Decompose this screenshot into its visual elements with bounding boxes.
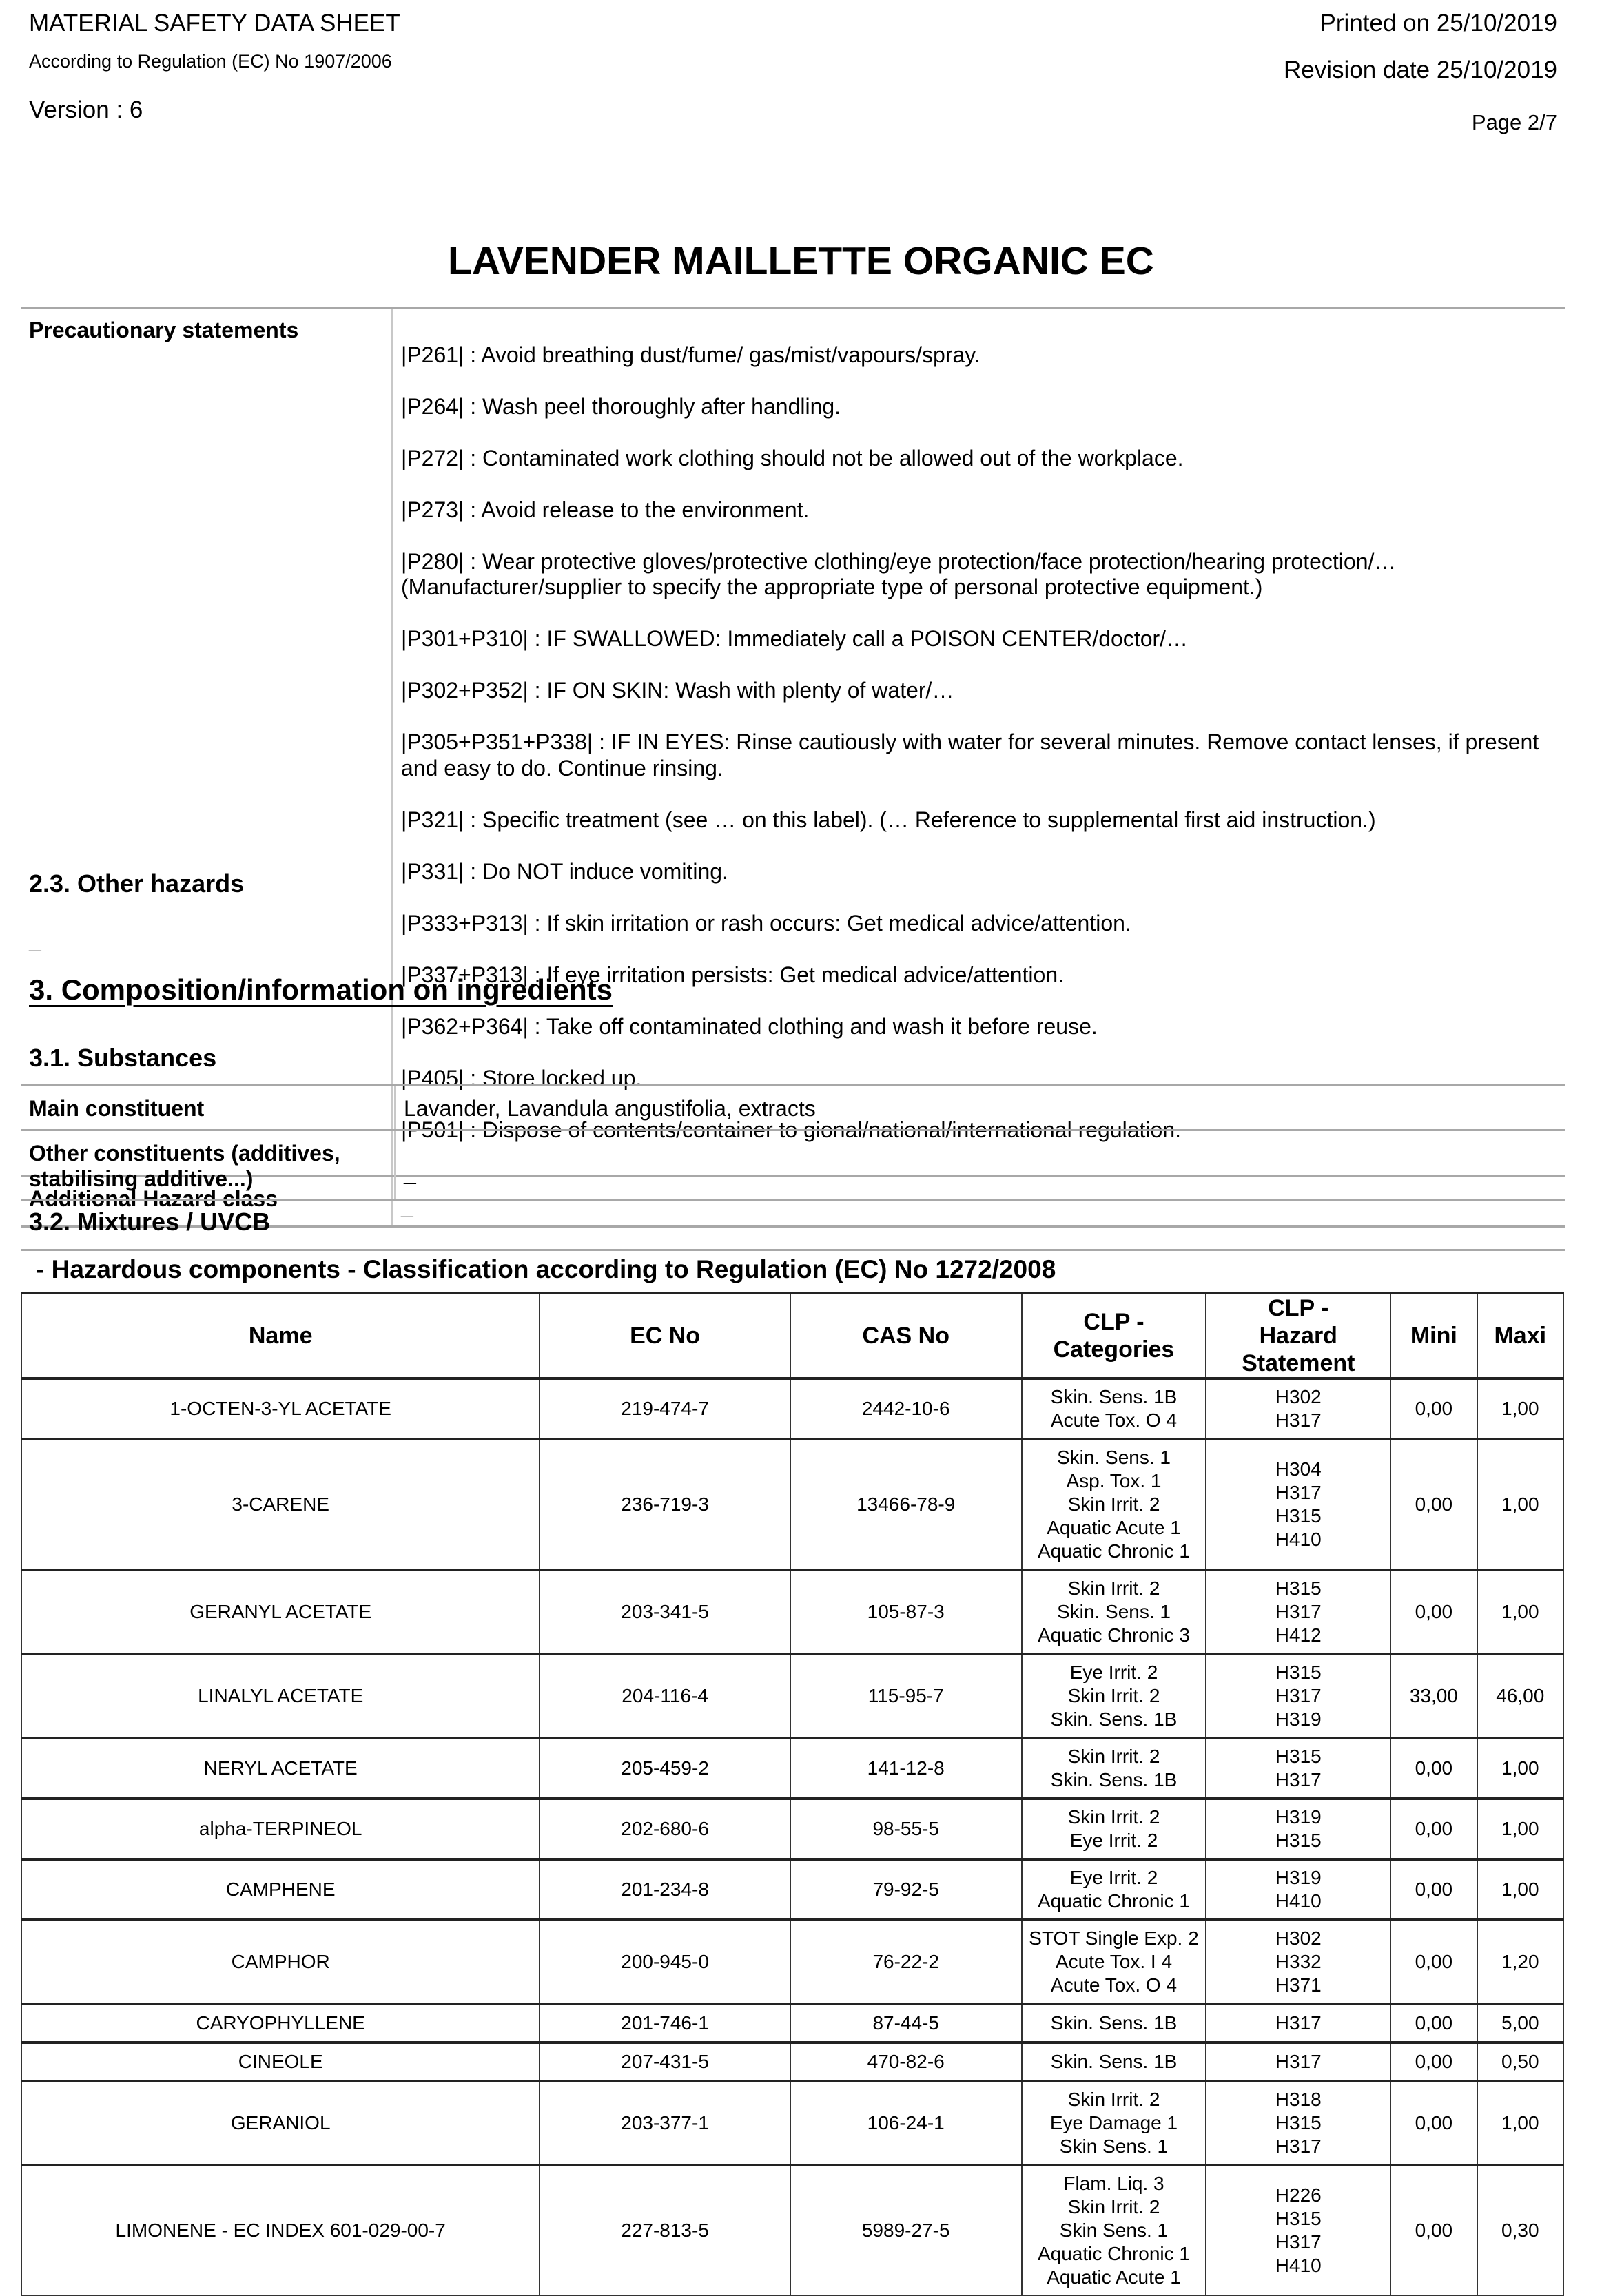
clp-hazard-statements-line: H317 — [1275, 1409, 1322, 1431]
maxi-value: 1,00 — [1477, 2081, 1563, 2165]
component-name: CAMPHOR — [21, 1920, 540, 2004]
clp-hazard-statements-line: H319 — [1275, 1867, 1322, 1888]
clp-categories-line: Skin Irrit. 2 — [1067, 1806, 1160, 1828]
component-name: CARYOPHYLLENE — [21, 2004, 540, 2042]
maxi-value: 0,50 — [1477, 2042, 1563, 2081]
regulation-reference: According to Regulation (EC) No 1907/2006 — [29, 51, 392, 72]
maxi-value: 5,00 — [1477, 2004, 1563, 2042]
table-row — [21, 1378, 1563, 1439]
ec-number: 202-680-6 — [540, 1799, 790, 1859]
statement: |P405| : Store locked up. — [401, 1065, 642, 1090]
maxi-value: 1,00 — [1477, 1859, 1563, 1920]
statement: |P301+P310| : IF SWALLOWED: Immediately call a POISON CENTER/doctor/… — [401, 626, 1189, 651]
clp-categories — [1022, 1570, 1206, 1654]
cas-number: 2442-10-6 — [790, 1378, 1022, 1439]
table-row — [21, 1570, 1563, 1654]
statement: |P261| : Avoid breathing dust/fume/ gas/mist/vapours/spray. — [401, 342, 980, 367]
clp-categories-line: Skin. Sens. 1B — [1050, 2012, 1178, 2034]
clp-categories-line: STOT Single Exp. 2 — [1029, 1927, 1199, 1949]
clp-hazard-statements-line: H317 — [1275, 1685, 1322, 1706]
clp-hazard-statements-line: H317 — [1275, 2231, 1322, 2253]
clp-categories-line: Eye Irrit. 2 — [1069, 1867, 1158, 1888]
clp-hazard-statements-line: H315 — [1275, 2208, 1322, 2229]
statement: |P264| : Wash peel thoroughly after handling. — [401, 393, 841, 419]
table-row — [21, 2004, 1563, 2042]
clp-categories — [1022, 1799, 1206, 1859]
ec-number: 200-945-0 — [540, 1920, 790, 2004]
clp-hazard-statements — [1206, 2004, 1390, 2042]
main-constituent-label: Main constituent — [21, 1086, 395, 1130]
statement: |P321| : Specific treatment (see … on this label). (… Reference to supplemental first aid instruction.) — [401, 807, 1376, 832]
clp-hazard-statements-line: H332 — [1275, 1951, 1322, 1972]
other-constituents-value: _ — [404, 1161, 416, 1186]
clp-hazard-statements — [1206, 1738, 1390, 1799]
clp-hazard-statements-line: H304 — [1275, 1458, 1322, 1480]
ec-number: 201-234-8 — [540, 1859, 790, 1920]
clp-categories-line: Skin. Sens. 1B — [1050, 1769, 1178, 1790]
clp-hazard-statements-line: H319 — [1275, 1708, 1322, 1730]
statement: |P305+P351+P338| : IF IN EYES: Rinse cautiously with water for several minutes. Remove contact lenses, if present and easy to do. Continue rinsing. — [401, 730, 1539, 780]
clp-categories-line: Flam. Liq. 3 — [1063, 2173, 1164, 2194]
clp-categories-line: Eye Irrit. 2 — [1069, 1830, 1158, 1851]
statement: |P362+P364| : Take off contaminated clothing and wash it before reuse. — [401, 1013, 1098, 1039]
clp-hazard-statements-line: H319 — [1275, 1806, 1322, 1828]
col-header-name: Name — [21, 1293, 540, 1378]
col-header-ec-no: EC No — [540, 1293, 790, 1378]
additional-hazard-value: _ — [401, 1194, 413, 1219]
clp-categories-line: Skin. Sens. 1 — [1056, 1447, 1171, 1468]
other-constituents-label: Other constituents (additives, stabilising additive...) — [21, 1130, 395, 1200]
component-name: GERANYL ACETATE — [21, 1570, 540, 1654]
clp-categories-line: Acute Tox. O 4 — [1050, 1974, 1178, 1996]
clp-categories-line: Skin Irrit. 2 — [1067, 2089, 1160, 2110]
component-name: CINEOLE — [21, 2042, 540, 2081]
clp-categories — [1022, 1378, 1206, 1439]
page-number: Page 2/7 — [1471, 110, 1557, 134]
table-row — [21, 1738, 1563, 1799]
clp-hazard-statements-line: H317 — [1275, 1482, 1322, 1503]
cas-number: 105-87-3 — [790, 1570, 1022, 1654]
clp-categories-line: Aquatic Chronic 1 — [1037, 1540, 1190, 1562]
statement: |P501| : Dispose of contents/container to gional/national/international regulation. — [401, 1117, 1182, 1142]
mini-value: 0,00 — [1390, 1799, 1477, 1859]
clp-hazard-statements — [1206, 1654, 1390, 1738]
clp-categories-line: Asp. Tox. 1 — [1066, 1470, 1162, 1491]
clp-categories-line: Aquatic Acute 1 — [1047, 2266, 1181, 2288]
clp-categories — [1022, 1439, 1206, 1570]
clp-hazard-statements-line: H410 — [1275, 1890, 1322, 1912]
ec-number: 227-813-5 — [540, 2165, 790, 2295]
col-header-cas-no: CAS No — [790, 1293, 1022, 1378]
mini-value: 0,00 — [1390, 1570, 1477, 1654]
table-row — [21, 2165, 1563, 2295]
section-3-1-title: 3.1. Substances — [29, 1044, 217, 1072]
clp-categories-line: Acute Tox. I 4 — [1055, 1951, 1173, 1972]
maxi-value: 1,00 — [1477, 1799, 1563, 1859]
statement: |P302+P352| : IF ON SKIN: Wash with plenty of water/… — [401, 678, 954, 703]
clp-hazard-statements-line: H317 — [1275, 2135, 1322, 2157]
clp-categories-line: Skin Irrit. 2 — [1067, 1746, 1160, 1767]
statement: |P337+P313| : If eye irritation persists: Get medical advice/attention. — [401, 962, 1065, 987]
clp-hazard-statements-line: H315 — [1275, 1578, 1322, 1599]
clp-categories-line: Eye Irrit. 2 — [1069, 1662, 1158, 1683]
maxi-value: 0,30 — [1477, 2165, 1563, 2295]
component-name: LINALYL ACETATE — [21, 1654, 540, 1738]
precautionary-label: Precautionary statements — [21, 309, 392, 1176]
maxi-value: 46,00 — [1477, 1654, 1563, 1738]
clp-categories — [1022, 2081, 1206, 2165]
clp-hazard-statements — [1206, 1570, 1390, 1654]
maxi-value: 1,00 — [1477, 1439, 1563, 1570]
clp-categories-line: Skin Irrit. 2 — [1067, 2196, 1160, 2217]
section-2-3-title: 2.3. Other hazards — [29, 869, 245, 898]
clp-categories-line: Skin. Sens. 1 — [1056, 1601, 1171, 1622]
clp-categories — [1022, 2004, 1206, 2042]
clp-hazard-statements — [1206, 2165, 1390, 2295]
component-name: NERYL ACETATE — [21, 1738, 540, 1799]
col-header-maxi: Maxi — [1477, 1293, 1563, 1378]
clp-categories-line: Aquatic Chronic 3 — [1037, 1624, 1190, 1646]
ec-number: 201-746-1 — [540, 2004, 790, 2042]
mini-value: 0,00 — [1390, 2042, 1477, 2081]
cas-number: 87-44-5 — [790, 2004, 1022, 2042]
clp-hazard-statements — [1206, 1378, 1390, 1439]
clp-hazard-statements-line: H412 — [1275, 1624, 1322, 1646]
clp-hazard-statements — [1206, 2042, 1390, 2081]
clp-hazard-statements-line: H318 — [1275, 2089, 1322, 2110]
cas-number: 79-92-5 — [790, 1859, 1022, 1920]
product-title: LAVENDER MAILLETTE ORGANIC EC — [448, 239, 1154, 283]
clp-hazard-statements-line: H410 — [1275, 2255, 1322, 2276]
mini-value: 0,00 — [1390, 1378, 1477, 1439]
clp-hazard-statements-line: H317 — [1275, 2051, 1322, 2072]
component-name: 3-CARENE — [21, 1439, 540, 1570]
mini-value: 0,00 — [1390, 2081, 1477, 2165]
clp-hazard-statements-line: H315 — [1275, 1830, 1322, 1851]
cas-number: 141-12-8 — [790, 1738, 1022, 1799]
cas-number: 13466-78-9 — [790, 1439, 1022, 1570]
version: Version : 6 — [29, 96, 143, 123]
table-row — [21, 1920, 1563, 2004]
clp-categories-line: Skin Irrit. 2 — [1067, 1685, 1160, 1706]
statement: |P273| : Avoid release to the environment. — [401, 497, 810, 522]
component-name: alpha-TERPINEOL — [21, 1799, 540, 1859]
statement: |P280| : Wear protective gloves/protective clothing/eye protection/face protection/hearing protection/… (Manufacturer/supplier to specify the appropriate type of personal protective equipment.) — [401, 548, 1397, 599]
component-name: CAMPHENE — [21, 1859, 540, 1920]
clp-categories-line: Skin Irrit. 2 — [1067, 1578, 1160, 1599]
section-3-title: 3. Composition/information on ingredients — [29, 973, 613, 1006]
clp-categories-line: Skin Sens. 1 — [1059, 2135, 1169, 2157]
maxi-value: 1,00 — [1477, 1378, 1563, 1439]
hazardous-components-title: - Hazardous components - Classification according to Regulation (EC) No 1272/2008 — [36, 1255, 1056, 1283]
mini-value: 0,00 — [1390, 2165, 1477, 2295]
printed-date: Printed on 25/10/2019 — [1319, 10, 1557, 37]
table-header-row — [21, 1293, 1563, 1378]
clp-hazard-statements — [1206, 2081, 1390, 2165]
table-row — [21, 1799, 1563, 1859]
component-name: LIMONENE - EC INDEX 601-029-00-7 — [21, 2165, 540, 2295]
maxi-value: 1,20 — [1477, 1920, 1563, 2004]
mini-value: 0,00 — [1390, 1439, 1477, 1570]
section-3-2-title: 3.2. Mixtures / UVCB — [29, 1208, 271, 1236]
precautionary-statements — [392, 309, 1565, 1176]
cas-number: 5989-27-5 — [790, 2165, 1022, 2295]
clp-hazard-statements — [1206, 1439, 1390, 1570]
ec-number: 205-459-2 — [540, 1738, 790, 1799]
clp-hazard-statements-line: H315 — [1275, 1505, 1322, 1527]
ec-number: 207-431-5 — [540, 2042, 790, 2081]
clp-categories-line: Aquatic Acute 1 — [1047, 1517, 1181, 1538]
table-row — [21, 2081, 1563, 2165]
main-constituent-value: Lavander, Lavandula angustifolia, extracts — [404, 1096, 816, 1121]
maxi-value: 1,00 — [1477, 1738, 1563, 1799]
clp-categories-line: Skin Sens. 1 — [1059, 2220, 1169, 2241]
ec-number: 204-116-4 — [540, 1654, 790, 1738]
clp-hazard-statements-line: H315 — [1275, 2112, 1322, 2133]
cas-number: 76-22-2 — [790, 1920, 1022, 2004]
additional-hazard-label: Additional Hazard class — [21, 1175, 392, 1227]
clp-hazard-statements-line: H410 — [1275, 1529, 1322, 1550]
substances-table — [21, 1084, 1565, 1201]
clp-hazard-statements-line: H317 — [1275, 1601, 1322, 1622]
clp-hazard-statements-line: H302 — [1275, 1927, 1322, 1949]
clp-categories-line: Skin. Sens. 1B — [1050, 1708, 1178, 1730]
mini-value: 0,00 — [1390, 1859, 1477, 1920]
clp-hazard-statements-line: H317 — [1275, 1769, 1322, 1790]
clp-categories — [1022, 2165, 1206, 2295]
clp-hazard-statements-line: H315 — [1275, 1662, 1322, 1683]
mini-value: 0,00 — [1390, 1738, 1477, 1799]
component-name: GERANIOL — [21, 2081, 540, 2165]
clp-categories-line: Skin. Sens. 1B — [1050, 1386, 1178, 1407]
clp-hazard-statements-line: H317 — [1275, 2012, 1322, 2034]
other-constituents-row — [21, 1130, 1565, 1200]
clp-categories — [1022, 2042, 1206, 2081]
statement: |P331| : Do NOT induce vomiting. — [401, 858, 728, 884]
mini-value: 33,00 — [1390, 1654, 1477, 1738]
divider — [21, 1249, 1565, 1251]
clp-categories — [1022, 1654, 1206, 1738]
revision-date: Revision date 25/10/2019 — [1284, 56, 1557, 83]
ec-number: 219-474-7 — [540, 1378, 790, 1439]
hazardous-components-table — [21, 1292, 1564, 2296]
cas-number: 115-95-7 — [790, 1654, 1022, 1738]
clp-hazard-statements-line: H302 — [1275, 1386, 1322, 1407]
ec-number: 236-719-3 — [540, 1439, 790, 1570]
mini-value: 0,00 — [1390, 2004, 1477, 2042]
clp-categories-line: Skin. Sens. 1B — [1050, 2051, 1178, 2072]
col-header-clp-categories: CLP - Categories — [1022, 1293, 1206, 1378]
main-constituent-row — [21, 1086, 1565, 1130]
section-2-3-value: _ — [29, 929, 41, 953]
statement: |P333+P313| : If skin irritation or rash occurs: Get medical advice/attention. — [401, 910, 1131, 935]
clp-categories-line: Skin Irrit. 2 — [1067, 1493, 1160, 1515]
clp-categories-line: Eye Damage 1 — [1049, 2112, 1178, 2133]
component-name: 1-OCTEN-3-YL ACETATE — [21, 1378, 540, 1439]
ec-number: 203-377-1 — [540, 2081, 790, 2165]
cas-number: 106-24-1 — [790, 2081, 1022, 2165]
cas-number: 470-82-6 — [790, 2042, 1022, 2081]
clp-categories-line: Aquatic Chronic 1 — [1037, 2243, 1190, 2264]
clp-hazard-statements-line: H315 — [1275, 1746, 1322, 1767]
table-row — [21, 1439, 1563, 1570]
table-row — [21, 2042, 1563, 2081]
clp-hazard-statements — [1206, 1859, 1390, 1920]
document-type: MATERIAL SAFETY DATA SHEET — [29, 10, 400, 37]
maxi-value: 1,00 — [1477, 1570, 1563, 1654]
table-row — [21, 1859, 1563, 1920]
col-header-clp-hazard-statement: CLP - Hazard Statement — [1206, 1293, 1390, 1378]
statement: |P272| : Contaminated work clothing should not be allowed out of the workplace. — [401, 445, 1184, 470]
clp-categories — [1022, 1738, 1206, 1799]
clp-categories-line: Aquatic Chronic 1 — [1037, 1890, 1190, 1912]
clp-hazard-statements — [1206, 1799, 1390, 1859]
clp-categories — [1022, 1859, 1206, 1920]
col-header-mini: Mini — [1390, 1293, 1477, 1378]
clp-categories-line: Acute Tox. O 4 — [1050, 1409, 1178, 1431]
clp-categories — [1022, 1920, 1206, 2004]
cas-number: 98-55-5 — [790, 1799, 1022, 1859]
precautionary-row — [21, 309, 1565, 1176]
clp-hazard-statements — [1206, 1920, 1390, 2004]
clp-hazard-statements-line: H371 — [1275, 1974, 1322, 1996]
mini-value: 0,00 — [1390, 1920, 1477, 2004]
table-row — [21, 1654, 1563, 1738]
ec-number: 203-341-5 — [540, 1570, 790, 1654]
clp-hazard-statements-line: H226 — [1275, 2184, 1322, 2206]
